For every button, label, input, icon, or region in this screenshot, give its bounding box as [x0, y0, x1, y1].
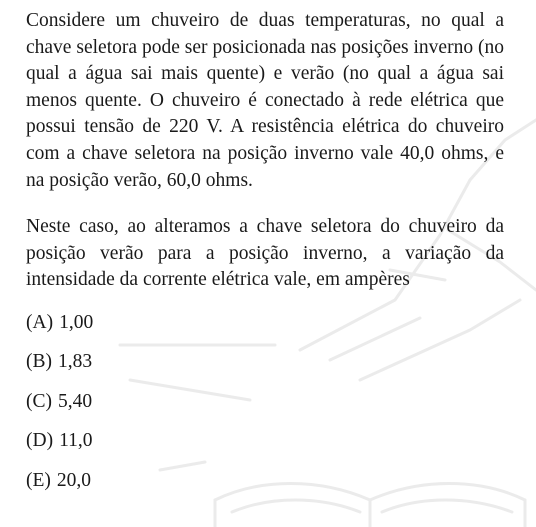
option-c[interactable] [26, 389, 504, 429]
option-d[interactable] [26, 428, 504, 468]
option-letter: (E) [26, 469, 51, 491]
question-prompt: Neste caso, ao alteramos a chave seletora do chuveiro da posição verão para a posição inverno, a variação da intensidade da corrente elétrica vale, em ampères [26, 216, 504, 291]
option-b[interactable] [26, 349, 504, 389]
option-value: 1,83 [58, 351, 93, 373]
option-value: 5,40 [58, 390, 93, 412]
option-letter: (A) [26, 311, 54, 333]
option-value: 20,0 [56, 469, 92, 491]
option-value: 1,00 [59, 311, 94, 333]
option-e[interactable] [26, 468, 504, 508]
question-block [26, 8, 504, 507]
question-statement: Considere um chuveiro de duas temperaturas, no qual a chave seletora pode ser posicionada nas posições inverno (no qual a água sai mais quente) e verão (no qual a água sai menos quente. O chuveiro é conectado à rede elétrica que possui tensão de 220 V. A resistência elétrica do chuveiro com a chave seletora na posição inverno vale 40,0 ohms, e na posição verão, 60,0 ohms. [26, 10, 504, 191]
option-a[interactable] [26, 310, 504, 350]
option-letter: (D) [26, 430, 54, 452]
option-value: 11,0 [59, 430, 93, 452]
answer-options [26, 310, 504, 508]
option-letter: (B) [26, 351, 52, 373]
option-letter: (C) [26, 390, 52, 412]
